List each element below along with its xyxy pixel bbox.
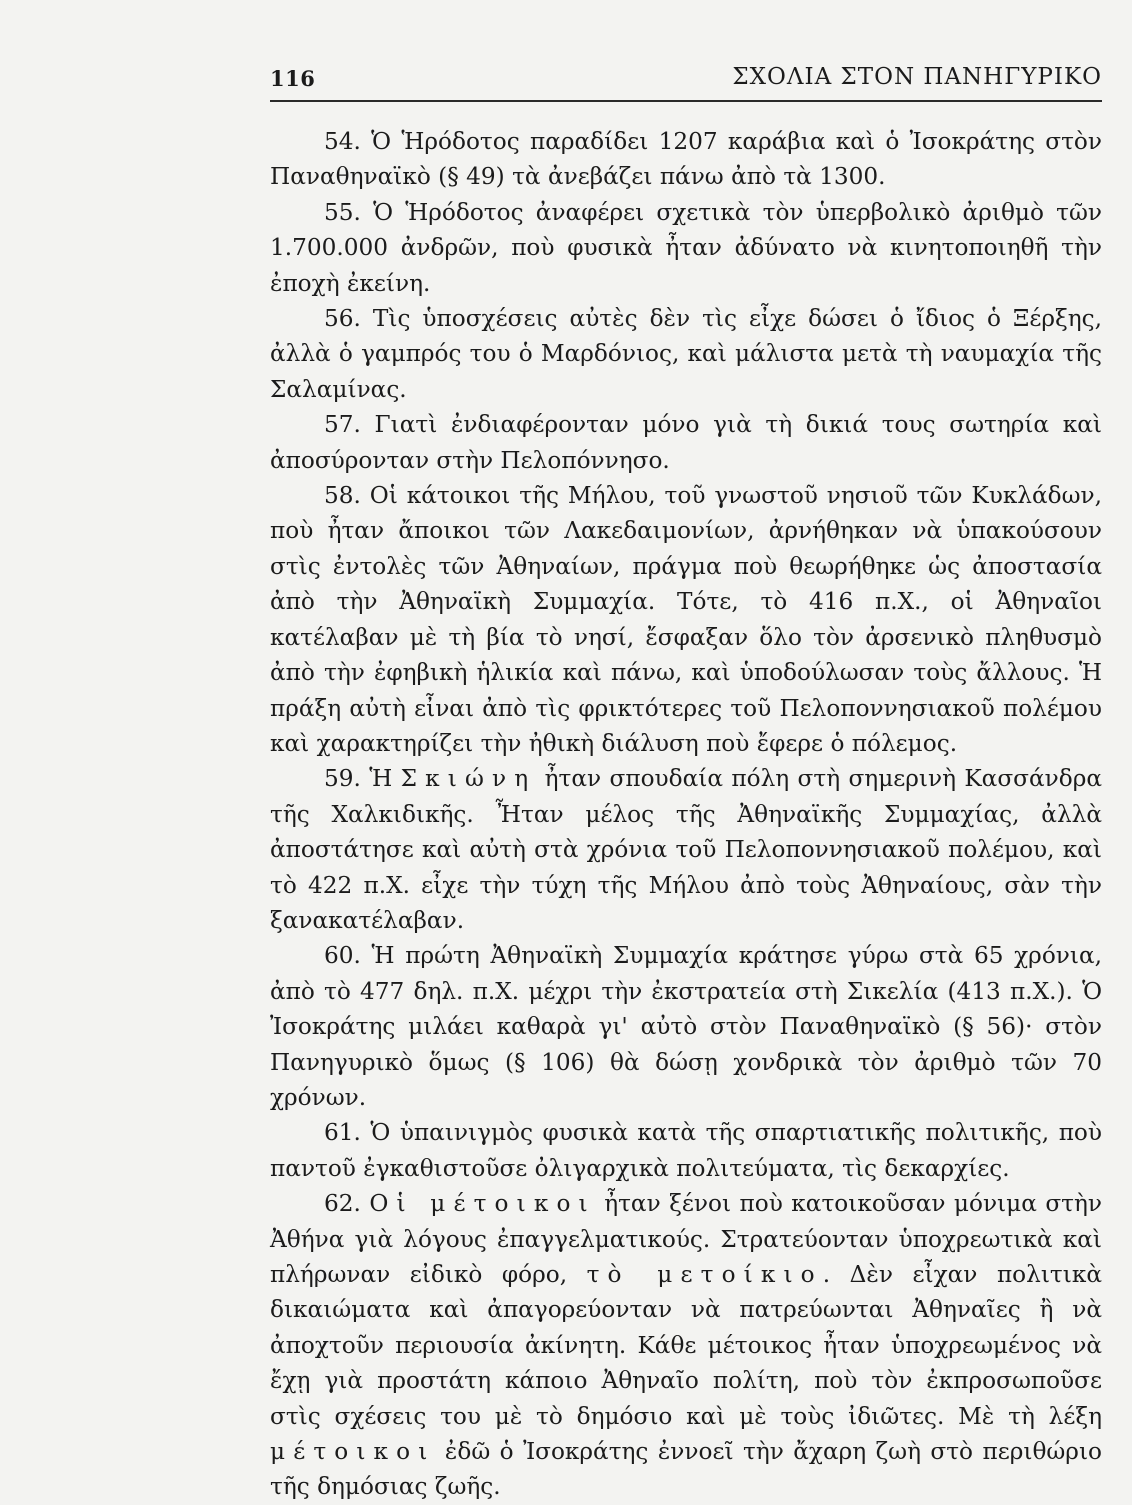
emphasized-term: Σκιώνη xyxy=(400,765,537,793)
note-text: 54. Ὁ Ἡρόδοτος παραδίδει 1207 καράβια καὶ ὁ Ἰσοκράτης στὸν Παναθηναϊκὸ (§ 49) τὰ ἀνεβάζει πάνω ἀπὸ τὰ 1300. xyxy=(270,128,1102,191)
emphasized-term: τὸ μετοίκιο xyxy=(586,1261,823,1288)
note-57 xyxy=(270,407,1102,478)
note-56 xyxy=(270,301,1102,407)
page-number: 116 xyxy=(270,66,316,91)
note-text: 59. Ἡ xyxy=(324,765,401,793)
emphasized-term: Οἱ μέτοικοι xyxy=(369,1190,596,1218)
note-text: 60. Ἡ πρώτη Ἀθηναϊκὴ Συμμαχία κράτησε γύρω στὰ 65 χρόνια, ἀπὸ τὸ 477 δηλ. π.Χ. μέχρι τὴν ἐκστρατεία στὴ Σικελία (413 π.Χ.). Ὁ Ἰσοκράτης μιλάει καθαρὰ γι' αὐτὸ στὸν Παναθηναϊκὸ (§ 56)· στὸν Πανηγυρικὸ ὅμως (§ 106) θὰ δώσῃ χονδρικὰ τὸν ἀριθμὸ τῶν 70 χρόνων. xyxy=(270,942,1102,1111)
note-text: 56. Τὶς ὑποσχέσεις αὐτὲς δὲν τὶς εἶχε δώσει ὁ ἴδιος ὁ Ξέρξης, ἀλλὰ ὁ γαμπρός του ὁ Μαρδόνιος, καὶ μάλιστα μετὰ τὴ ναυμαχία τῆς Σαλαμίνας. xyxy=(270,305,1102,403)
note-text: ἦταν σπουδαία πόλη στὴ σημερινὴ Κασσάνδρα τῆς Χαλκιδικῆς. Ἦταν μέλος τῆς Ἀθηναϊκῆς Συμμαχίας, ἀλλὰ ἀποστάτησε καὶ αὐτὴ στὰ χρόνια τοῦ Πελοποννησιακοῦ πολέμου, καὶ τὸ 422 π.Χ. εἶχε τὴν τύχη τῆς Μήλου ἀπὸ τοὺς Ἀθηναίους, σὰν τὴν ξανακατέλαβαν. xyxy=(270,765,1103,934)
emphasized-term: μέτοικοι xyxy=(270,1438,436,1466)
note-text: . Δὲν εἶχαν πολιτικὰ δικαιώματα καὶ ἀπαγορεύονταν νὰ πατρεύωνται Ἀθηναῖες ἢ νὰ ἀποχτοῦν περιουσία ἀκίνητη. Κάθε μέτοικος ἦταν ὑποχρεωμένος νὰ ἔχῃ γιὰ προστάτη κάποιο Ἀθηναῖο πολίτη, ποὺ τὸν ἐκπροσωποῦσε στὶς σχέσεις του μὲ τὸ δημόσιο καὶ μὲ τοὺς ἰδιῶτες. Μὲ τὴ λέξη xyxy=(270,1261,1103,1430)
note-59 xyxy=(270,761,1102,938)
note-text: 55. Ὁ Ἡρόδοτος ἀναφέρει σχετικὰ τὸν ὑπερβολικὸ ἀριθμὸ τῶν 1.700.000 ἀνδρῶν, ποὺ φυσικὰ ἦταν ἀδύνατο νὰ κινητοποιηθῆ τὴν ἐποχὴ ἐκείνη. xyxy=(270,198,1102,297)
note-text: ἐδῶ ὁ Ἰσοκράτης ἐννοεῖ τὴν ἄχαρη ζωὴ στὸ περιθώριο τῆς δημόσιας ζωῆς. xyxy=(270,1438,1102,1501)
note-text: 61. Ὁ ὑπαινιγμὸς φυσικὰ κατὰ τῆς σπαρτιατικῆς πολιτικῆς, ποὺ παντοῦ ἐγκαθιστοῦσε ὀλιγαρχικὰ πολιτεύματα, τὶς δεκαρχίες. xyxy=(270,1119,1102,1182)
note-55 xyxy=(270,195,1102,301)
running-title: ΣΧΟΛΙΑ ΣΤΟΝ ΠΑΝΗΓΥΡΙΚΟ xyxy=(732,64,1102,90)
note-54 xyxy=(270,124,1102,195)
note-text: 57. Γιατὶ ἐνδιαφέρονταν μόνο γιὰ τὴ δικιά τους σωτηρία καὶ ἀποσύρονταν στὴν Πελοπόννησο. xyxy=(270,411,1102,474)
note-text: ἦταν ξένοι ποὺ κατοικοῦσαν μόνιμα στὴν Ἀθήνα γιὰ λόγους ἐπαγγελματικούς. Στρατεύονταν ὑποχρεωτικὰ καὶ πλήρωναν εἰδικὸ φόρο, xyxy=(270,1190,1102,1288)
note-60 xyxy=(270,938,1102,1115)
note-61 xyxy=(270,1115,1102,1186)
page-body xyxy=(270,124,1102,1505)
note-text: 58. Οἱ κάτοικοι τῆς Μήλου, τοῦ γνωστοῦ νησιοῦ τῶν Κυκλάδων, ποὺ ἦταν ἄποικοι τῶν Λακεδαιμονίων, ἀρνήθηκαν νὰ ὑπακούσουν στὶς ἐντολὲς τῶν Ἀθηναίων, πράγμα ποὺ θεωρήθηκε ὡς ἀποστασία ἀπὸ τὴν Ἀθηναϊκὴ Συμμαχία. Τότε, τὸ 416 π.Χ., οἱ Ἀθηναῖοι κατέλαβαν μὲ τὴ βία τὸ νησί, ἔσφαξαν ὅλο τὸν ἀρσενικὸ πληθυσμὸ ἀπὸ τὴν ἐφηβικὴ ἡλικία καὶ πάνω, καὶ ὑποδούλωσαν τοὺς ἄλλους. Ἡ πράξη αὐτὴ εἶναι ἀπὸ τὶς φρικτότερες τοῦ Πελοποννησιακοῦ πολέμου καὶ χαρακτηρίζει τὴν ἠθικὴ διάλυση ποὺ ἔφερε ὁ πόλεμος. xyxy=(270,482,1102,757)
note-58 xyxy=(270,478,1102,761)
note-text: 62. xyxy=(324,1190,370,1218)
page-header xyxy=(270,62,1102,102)
note-62 xyxy=(270,1186,1102,1505)
